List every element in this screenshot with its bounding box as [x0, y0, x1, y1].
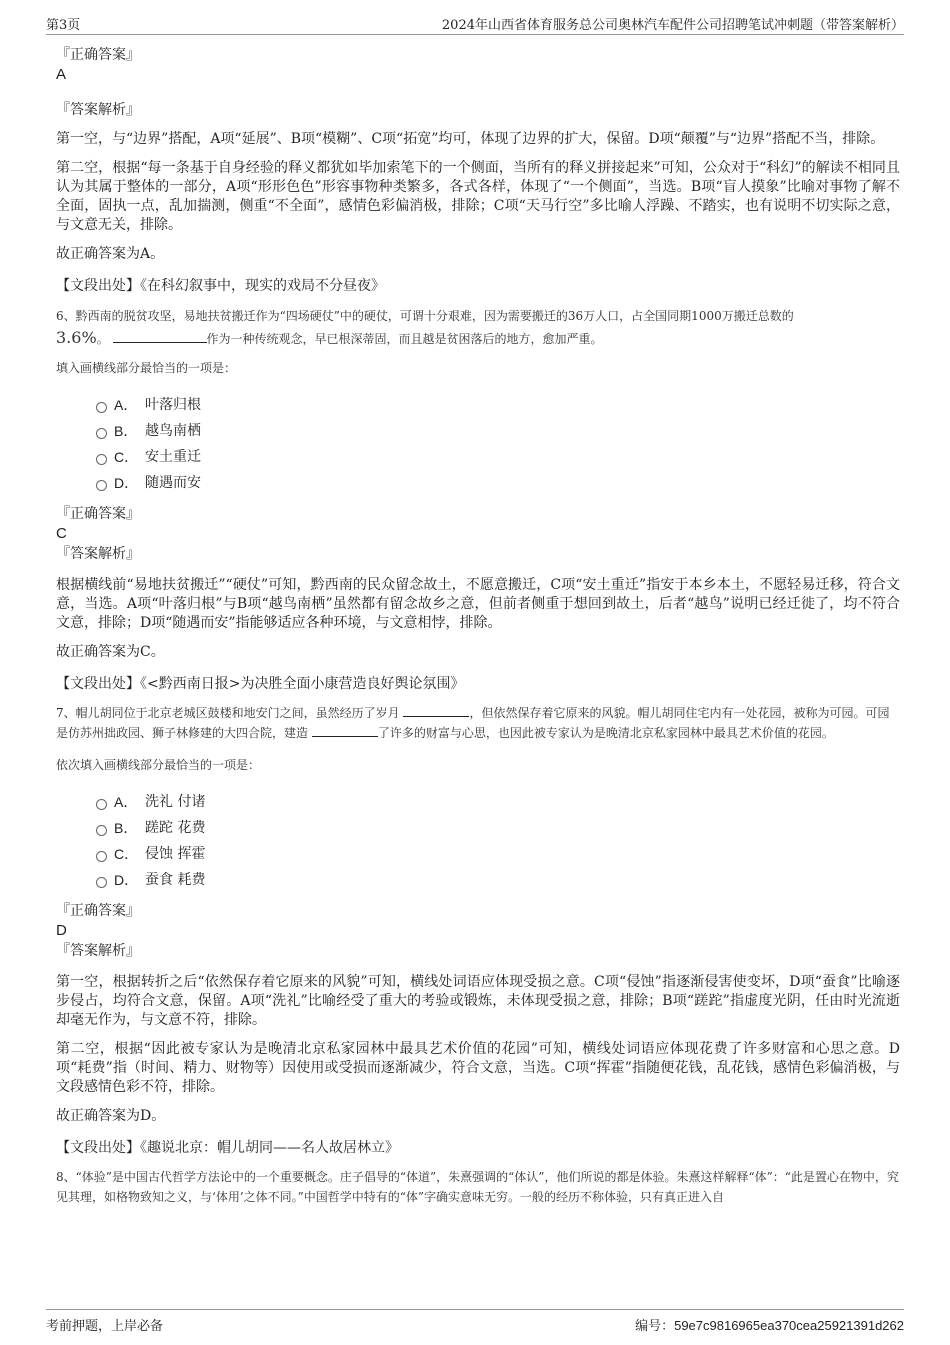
option-text: 蚕食 耗费 — [145, 872, 206, 888]
percentage-value: 3.6% — [56, 328, 97, 347]
analysis-paragraph: 第一空，与“边界”搭配，A项“延展”、B项“模糊”、C项“拓宽”均可，体现了边界的扩大，保留。D项“颠覆”与“边界”搭配不当，排除。 — [56, 131, 885, 147]
option-c[interactable] — [56, 841, 900, 867]
question-prompt: 依次填入画横线部分最恰当的一项是： — [56, 758, 261, 772]
option-text: 越鸟南栖 — [145, 423, 201, 439]
fill-blank — [113, 330, 207, 343]
option-b[interactable] — [56, 418, 900, 444]
option-c[interactable] — [56, 444, 900, 470]
option-b[interactable] — [56, 815, 900, 841]
option-letter: D． — [114, 872, 139, 888]
document-title: 2024年山西省体育服务总公司奥林汽车配件公司招聘笔试冲刺题（带答案解析） — [441, 18, 904, 33]
analysis-paragraph: 第二空，根据“因此被专家认为是晚清北京私家园林中最具艺术价值的花园”可知，横线处词语应体现花费了许多财富和心思之意。D项“耗费”指（时间、精力、财物等）因使用或受损而逐渐减少，符合文意，当选。C项“挥霍”指随便花钱，乱花钱，感情色彩偏消极，与文段感情色彩不符，排除。 — [56, 1041, 900, 1095]
analysis-label: 『答案解析』 — [56, 546, 140, 562]
radio-button[interactable] — [96, 402, 107, 413]
fill-blank — [312, 724, 378, 737]
option-text: 叶落归根 — [145, 397, 201, 413]
analysis-paragraph: 根据横线前“易地扶贫搬迁”“硬仗”可知，黔西南的民众留念故土，不愿意搬迁，C项“安土重迁”指安于本乡本土，不愿轻易迁移，符合文意，当选。A项“叶落归根”与B项“越鸟南栖”虽然都有留念故乡之意，但前者侧重于想回到故土，后者“越鸟”说明已经迁徙了，均不符合文意，排除；D项“随遇而安”指能够适应各种环境，与文意相悖，排除。 — [56, 577, 900, 631]
question-text: 。 — [96, 332, 109, 346]
option-d[interactable] — [56, 470, 900, 496]
question-stem — [56, 703, 900, 743]
radio-button[interactable] — [96, 480, 107, 491]
document-body — [56, 45, 900, 1207]
document-code: 编号：59e7c9816965ea370cea25921391d262 — [635, 1318, 904, 1333]
radio-button[interactable] — [96, 877, 107, 888]
question-stem — [56, 305, 900, 350]
option-text: 随遇而安 — [145, 475, 201, 491]
option-letter: D． — [114, 475, 139, 491]
option-list — [56, 789, 900, 893]
page-header — [46, 14, 904, 35]
question-text: 6、黔西南的脱贫攻坚，易地扶贫搬迁作为“四场硬仗”中的硬仗，可谓十分艰难，因为需要搬迁的36万人口，占全国同期1000万搬迁总数的 — [56, 309, 794, 323]
option-letter: C． — [114, 449, 139, 465]
question-stem: 8、“体验”是中国古代哲学方法论中的一个重要概念。庄子倡导的“体道”，朱熹强调的“体认”，他们所说的都是体验。朱熹这样解释“体”：“此是置心在物中，究见其理，如格物致知之义，与‘体用’之体不同。”中国哲学中特有的“体”字确实意味无穷。一般的经历不称体验，只有真正进入自 — [56, 1170, 899, 1204]
radio-button[interactable] — [96, 428, 107, 439]
option-letter: C． — [114, 846, 139, 862]
page-number: 第3页 — [46, 18, 81, 33]
option-text: 安土重迁 — [145, 449, 201, 465]
radio-button[interactable] — [96, 454, 107, 465]
option-text: 蹉跎 花费 — [145, 820, 206, 836]
option-list — [56, 392, 900, 496]
analysis-conclusion: 故正确答案为D。 — [56, 1108, 166, 1124]
option-text: 侵蚀 挥霍 — [145, 846, 206, 862]
radio-button[interactable] — [96, 799, 107, 810]
question-text: ，但依然保存着它原来的风貌。帽儿胡同住宅内有一处花园，被称为可园。可园是仿苏州拙政园、狮子林修建的大四合院，建造 — [56, 706, 890, 740]
fill-blank — [403, 704, 469, 717]
correct-answer-value: D — [56, 922, 67, 939]
correct-answer-label: 『正确答案』 — [56, 47, 140, 63]
question-text: 了许多的财富与心思，也因此被专家认为是晚清北京私家园林中最具艺术价值的花园。 — [377, 726, 834, 740]
question-text: 作为一种传统观念，早已根深蒂固，而且越是贫困落后的地方，愈加严重。 — [206, 332, 603, 346]
option-text: 洗礼 付诸 — [145, 794, 206, 810]
page-footer — [46, 1309, 904, 1334]
source-citation: 【文段出处】《<黔西南日报>为决胜全面小康营造良好舆论氛围》 — [56, 676, 465, 692]
option-a[interactable] — [56, 392, 900, 418]
correct-answer-label: 『正确答案』 — [56, 506, 140, 522]
source-citation: 【文段出处】《在科幻叙事中，现实的戏局不分昼夜》 — [56, 278, 385, 294]
analysis-label: 『答案解析』 — [56, 102, 140, 118]
analysis-paragraph: 第二空，根据“每一条基于自身经验的释义都犹如毕加索笔下的一个侧面，当所有的释义拼接起来”可知，公众对于“科幻”的解读不相同且认为其属于整体的一部分，A项“形形色色”形容事物种类繁多，各式各样，体现了“一个侧面”，当选。B项“盲人摸象”比喻对事物了解不全面，固执一点，乱加揣测，侧重“不全面”，感情色彩偏消极，排除；C项“天马行空”多比喻人浮躁、不踏实，也有说明不切实际之意，与文意无关，排除。 — [56, 160, 900, 233]
analysis-label: 『答案解析』 — [56, 943, 140, 959]
analysis-paragraph: 第一空，根据转折之后“依然保存着它原来的风貌”可知，横线处词语应体现受损之意。C项“侵蚀”指逐渐侵害使变坏，D项“蚕食”比喻逐步侵占，均符合文意，保留。A项“洗礼”比喻经受了重大的考验或锻炼，未体现受损之意，排除；B项“蹉跎”指虚度光阴，任由时光流逝却毫无作为，与文意不符，排除。 — [56, 974, 900, 1028]
correct-answer-value: A — [56, 66, 67, 83]
analysis-conclusion: 故正确答案为C。 — [56, 644, 165, 660]
option-a[interactable] — [56, 789, 900, 815]
source-citation: 【文段出处】《趣说北京：帽儿胡同——名人故居林立》 — [56, 1140, 399, 1156]
analysis-conclusion: 故正确答案为A。 — [56, 246, 165, 262]
footer-slogan: 考前押题，上岸必备 — [46, 1319, 164, 1334]
question-prompt: 填入画横线部分最恰当的一项是： — [56, 361, 237, 375]
radio-button[interactable] — [96, 825, 107, 836]
option-letter: A． — [114, 397, 138, 413]
option-letter: A． — [114, 794, 138, 810]
option-d[interactable] — [56, 867, 900, 893]
radio-button[interactable] — [96, 851, 107, 862]
option-letter: B． — [114, 820, 138, 836]
option-letter: B． — [114, 423, 138, 439]
correct-answer-value: C — [56, 525, 67, 542]
correct-answer-label: 『正确答案』 — [56, 903, 140, 919]
question-text: 7、帽儿胡同位于北京老城区鼓楼和地安门之间，虽然经历了岁月 — [56, 706, 400, 720]
